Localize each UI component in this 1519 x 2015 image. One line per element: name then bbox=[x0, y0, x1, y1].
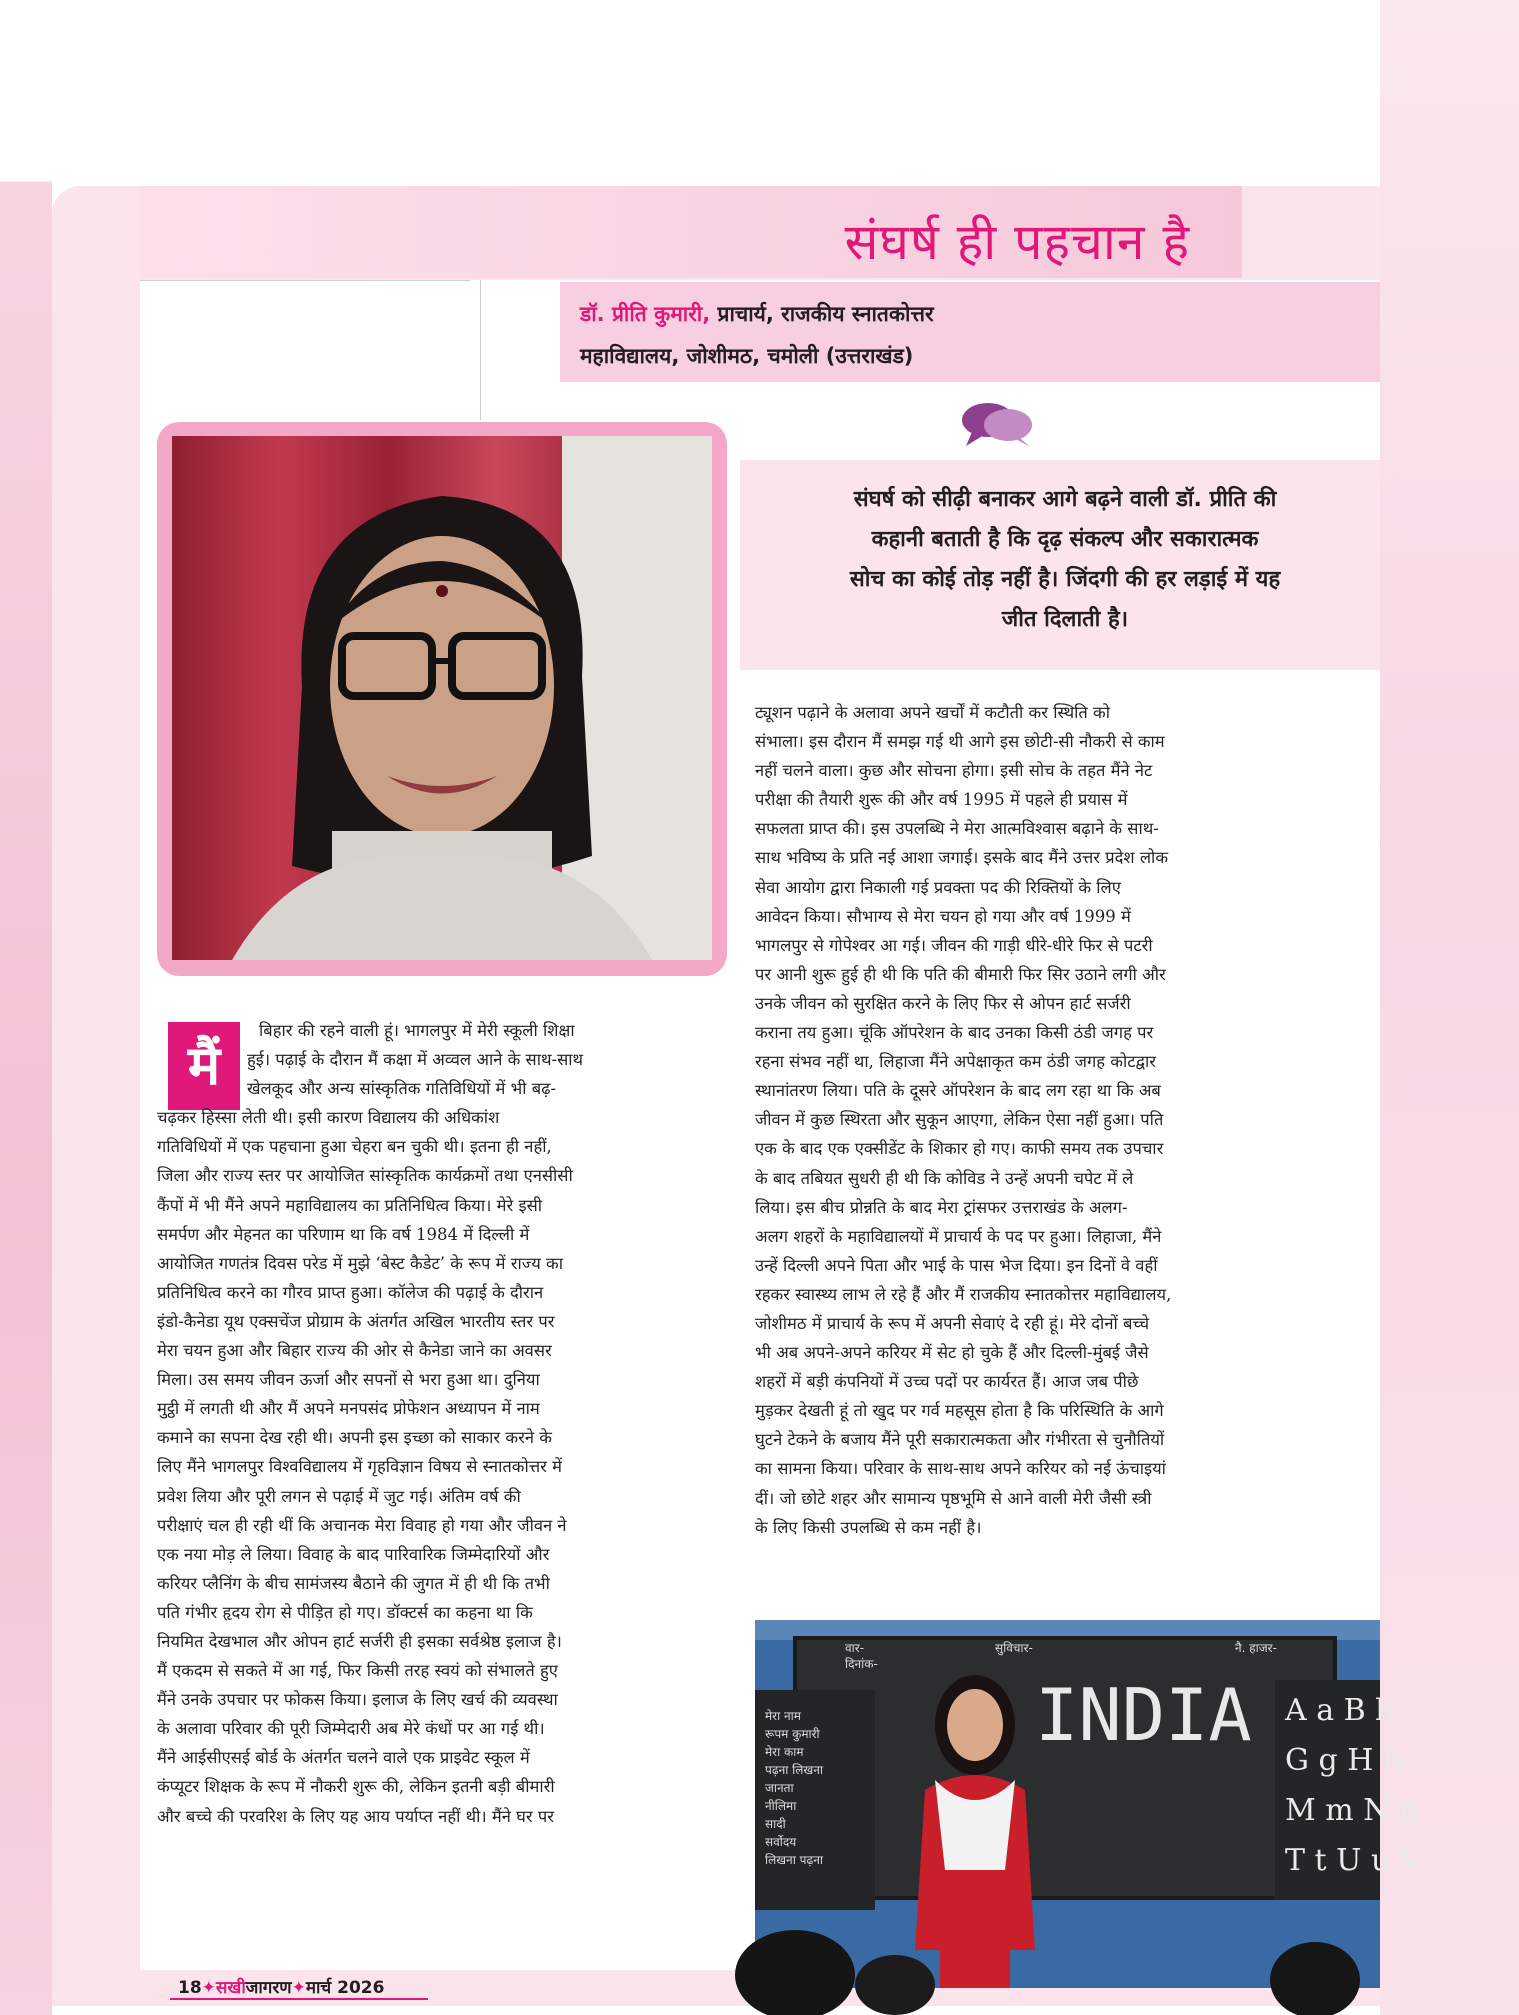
text-line: सेवा आयोग द्वारा निकाली गई प्रवक्ता पद की रिक्तियों के लिए bbox=[755, 877, 1121, 897]
text-line: हुई। पढ़ाई के दौरान मैं कक्षा में अव्वल आने के साथ-साथ bbox=[247, 1050, 584, 1070]
text-line: के अलावा परिवार की पूरी जिम्मेदारी अब मेरे कंधों पर आ गई थी। bbox=[157, 1719, 545, 1739]
board-attendance-label: नै. हाजर- bbox=[1235, 1641, 1277, 1655]
text-line: अलग शहरों के महाविद्यालयों में प्राचार्य के पद पर हुआ। लिहाजा, मैंने bbox=[755, 1226, 1162, 1246]
board-note-line: लिखना पढ़ना bbox=[765, 1853, 823, 1867]
alphabet-row: T t U u V bbox=[1285, 1843, 1422, 1878]
text-line: लिए मैंने भागलपुर विश्वविद्यालय में गृहविज्ञान विषय से स्नातकोत्तर में bbox=[157, 1457, 562, 1477]
board-note-line: पढ़ना लिखना bbox=[765, 1763, 823, 1777]
drop-cap: मैं bbox=[168, 1022, 240, 1110]
pull-quote bbox=[760, 480, 1370, 640]
footer-underline bbox=[170, 1998, 428, 2000]
text-line: उन्हें दिल्ली अपने पिता और भाई के पास भेज दिया। इन दिनों वे वहीं bbox=[755, 1255, 1158, 1275]
text-line: कराना तय हुआ। चूंकि ऑपरेशन के बाद उनका किसी ठंडी जगह पर bbox=[755, 1023, 1154, 1043]
board-note-line: मेरा नाम bbox=[765, 1709, 801, 1723]
text-line: घुटने टेकने के बजाय मैंने पूरी सकारात्मकता और गंभीरता से चुनौतियों bbox=[755, 1430, 1165, 1450]
article-title: संघर्ष ही पहचान है bbox=[844, 213, 1190, 271]
author-title: प्राचार्य, राजकीय स्नातकोत्तर bbox=[717, 302, 934, 326]
text-line: मैंने आईसीएसई बोर्ड के अंतर्गत चलने वाले एक प्राइवेट स्कूल में bbox=[157, 1748, 530, 1768]
alphabet-row: A a B b bbox=[1285, 1693, 1395, 1728]
board-day-label: वार- bbox=[845, 1641, 865, 1655]
text-line: बिहार की रहने वाली हूं। भागलपुर में मेरी स्कूली शिक्षा bbox=[259, 1021, 575, 1040]
board-note-line: नीलिमा bbox=[765, 1799, 797, 1813]
divider-line bbox=[480, 280, 481, 420]
board-note-line: सादी bbox=[765, 1817, 786, 1831]
text-line: मुड़कर देखती हूं तो खुद पर गर्व महसूस होता है कि परिस्थिति के आगे bbox=[755, 1401, 1164, 1421]
text-line: मुट्ठी में लगती थी और मैं अपने मनपसंद प्रोफेशन अध्यापन में नाम bbox=[157, 1399, 540, 1419]
text-line: और बच्चे की परवरिश के लिए यह आय पर्याप्त नहीं थी। मैंने घर पर bbox=[157, 1806, 555, 1826]
alphabet-row: G g H h bbox=[1285, 1743, 1403, 1778]
alphabet-row: M m N n bbox=[1285, 1793, 1419, 1828]
text-line: पति गंभीर हृदय रोग से पीड़ित हो गए। डॉक्टर्स का कहना था कि bbox=[157, 1602, 533, 1622]
speech-bubble-icon bbox=[960, 400, 1036, 448]
classroom-illustration bbox=[755, 1620, 1422, 1988]
text-line: नियमित देखभाल और ओपन हार्ट सर्जरी ही इसका सर्वश्रेष्ठ इलाज है। bbox=[157, 1631, 562, 1651]
text-line: ट्यूशन पढ़ाने के अलावा अपने खर्चों में कटौती कर स्थिति को bbox=[755, 703, 1110, 722]
board-date-label: दिनांक- bbox=[845, 1657, 878, 1671]
board-note-line: रूपम कुमारी bbox=[765, 1727, 820, 1741]
text-line: जिला और राज्य स्तर पर आयोजित सांस्कृतिक कार्यक्रमों तथा एनसीसी bbox=[157, 1166, 573, 1186]
text-line: समर्पण और मेहनत का परिणाम था कि वर्ष 1984 में दिल्ली में bbox=[157, 1224, 530, 1244]
text-line: आवेदन किया। सौभाग्य से मेरा चयन हो गया और वर्ष 1999 में bbox=[755, 906, 1131, 926]
quote-line: जीत दिलाती है। bbox=[1001, 607, 1129, 632]
text-line: एक के बाद एक एक्सीडेंट के शिकार हो गए। काफी समय तक उपचार bbox=[755, 1139, 1164, 1159]
text-line: रहना संभव नहीं था, लिहाजा मैंने अपेक्षाकृत कम ठंडी जगह कोटद्वार bbox=[755, 1052, 1157, 1072]
text-line: प्रतिनिधित्व करने का गौरव प्राप्त हुआ। कॉलेज की पढ़ाई के दौरान bbox=[157, 1282, 544, 1302]
board-note-line: जानता bbox=[765, 1781, 794, 1795]
left-decor-strip bbox=[0, 0, 52, 2015]
quote-line: सोच का कोई तोड़ नहीं है। जिंदगी की हर लड़ाई में यह bbox=[849, 567, 1281, 592]
right-column-text bbox=[755, 698, 1355, 1542]
text-line: जीवन में कुछ स्थिरता और सुकून आएगा, लेकिन ऐसा नहीं हुआ। पति bbox=[755, 1110, 1164, 1130]
board-note-line: मेरा काम bbox=[765, 1745, 804, 1759]
text-line: भागलपुर से गोपेश्वर आ गई। जीवन की गाड़ी धीरे-धीरे फिर से पटरी bbox=[755, 935, 1153, 955]
text-line: का सामना किया। परिवार के साथ-साथ अपने करियर को नई ऊंचाइयां bbox=[755, 1459, 1166, 1479]
text-line: नहीं चलने वाला। कुछ और सोचना होगा। इसी सोच के तहत मैंने नेट bbox=[755, 761, 1153, 781]
magazine-name-a: सखी bbox=[215, 1978, 246, 1998]
left-column-text bbox=[157, 1016, 719, 1831]
text-line: सफलता प्राप्त की। इस उपलब्धि ने मेरा आत्मविश्वास बढ़ाने के साथ- bbox=[755, 819, 1159, 839]
text-line: मैंने उनके उपचार पर फोकस किया। इलाज के लिए खर्च की व्यवस्था bbox=[157, 1690, 558, 1710]
text-line: शहरों में बड़ी कंपनियों में उच्च पदों पर कार्यरत हैं। आज जब पीछे bbox=[755, 1372, 1139, 1392]
text-line: प्रवेश लिया और पूरी लगन से पढ़ाई में जुट गई। अंतिम वर्ष की bbox=[157, 1486, 521, 1506]
text-line: मैं एकदम से सकते में आ गई, फिर किसी तरह स्वयं को संभालते हुए bbox=[157, 1661, 558, 1681]
board-thought-label: सुविचार- bbox=[995, 1641, 1033, 1655]
text-line: पर आनी शुरू हुई ही थी कि पति की बीमारी फिर सिर उठाने लगी और bbox=[755, 964, 1166, 984]
text-line: लिया। इस बीच प्रोन्नति के बाद मेरा ट्रांसफर उत्तराखंड के अलग- bbox=[755, 1197, 1128, 1217]
text-line: उनके जीवन को सुरक्षित करने के लिए फिर से ओपन हार्ट सर्जरी bbox=[755, 993, 1131, 1013]
text-line: दीं। जो छोटे शहर और सामान्य पृष्ठभूमि से आने वाली मेरी जैसी स्त्री bbox=[755, 1488, 1152, 1508]
text-line: के लिए किसी उपलब्धि से कम नहीं है। bbox=[755, 1517, 982, 1537]
board-india-text: INDIA bbox=[1035, 1673, 1252, 1757]
quote-line: कहानी बताती है कि दृढ़ संकल्प और सकारात्मक bbox=[871, 527, 1259, 552]
right-decor-strip bbox=[1380, 0, 1519, 2015]
byline-line-2: महाविद्यालय, जोशीमठ, चमोली (उत्तराखंड) bbox=[580, 344, 914, 368]
text-line: एक नया मोड़ ले लिया। विवाह के बाद पारिवारिक जिम्मेदारियों और bbox=[157, 1544, 550, 1564]
text-line: मेरा चयन हुआ और बिहार राज्य की ओर से कैनेडा जाने का अवसर bbox=[157, 1341, 552, 1361]
divider-line bbox=[140, 280, 470, 281]
text-line: खेलकूद और अन्य सांस्कृतिक गतिविधियों में भी बढ़- bbox=[247, 1079, 557, 1099]
text-line: चढ़कर हिस्सा लेती थी। इसी कारण विद्यालय की अधिकांश bbox=[157, 1108, 500, 1128]
text-line: आयोजित गणतंत्र दिवस परेड में मुझे ‘बेस्ट कैडेट’ के रूप में राज्य का bbox=[157, 1253, 563, 1273]
text-line: भी अब अपने-अपने करियर में सेट हो चुके हैं और दिल्ली-मुंबई जैसे bbox=[755, 1343, 1149, 1363]
quote-line: संघर्ष को सीढ़ी बनाकर आगे बढ़ने वाली डॉ. प्रीति की bbox=[853, 487, 1277, 512]
text-line: कंप्यूटर शिक्षक के रूप में नौकरी शुरू की, लेकिन इतनी बड़ी बीमारी bbox=[157, 1777, 555, 1797]
text-line: स्थानांतरण लिया। पति के दूसरे ऑपरेशन के बाद लग रहा था कि अब bbox=[755, 1081, 1161, 1101]
portrait-illustration bbox=[172, 436, 712, 960]
page-number: 18 bbox=[178, 1978, 202, 1998]
magazine-name-b: जागरण bbox=[245, 1978, 292, 1998]
author-name: डॉ. प्रीति कुमारी, bbox=[580, 302, 711, 326]
byline-line-1 bbox=[580, 300, 934, 328]
text-line: साथ भविष्य के प्रति नई आशा जगाई। इसके बाद मैंने उत्तर प्रदेश लोक bbox=[755, 848, 1169, 868]
classroom-photo bbox=[755, 1620, 1422, 1988]
text-line: कमाने का सपना देख रही थी। अपनी इस इच्छा को साकार करने के bbox=[157, 1428, 552, 1448]
text-line: इंडो-कैनेडा यूथ एक्सचेंज प्रोग्राम के अंतर्गत अखिल भारतीय स्तर पर bbox=[157, 1311, 555, 1331]
text-line: संभाला। इस दौरान मैं समझ गई थी आगे इस छोटी-सी नौकरी से काम bbox=[755, 732, 1165, 752]
text-line: मिला। उस समय जीवन ऊर्जा और सपनों से भरा हुआ था। दुनिया bbox=[157, 1370, 540, 1390]
text-line: कैंपों में भी मैंने अपने महाविद्यालय का प्रतिनिधित्व किया। मेरे इसी bbox=[157, 1195, 543, 1215]
star-separator-icon: ✦ bbox=[201, 1978, 216, 1998]
text-line: रहकर स्वास्थ्य लाभ ले रहे हैं और मैं राजकीय स्नातकोत्तर महाविद्यालय, bbox=[755, 1284, 1172, 1304]
issue-date: मार्च 2026 bbox=[305, 1978, 385, 1998]
portrait-photo bbox=[172, 436, 712, 960]
board-note-line: सर्वोदय bbox=[765, 1835, 797, 1849]
text-line: जोशीमठ में प्राचार्य के रूप में अपनी सेवाएं दे रही हूं। मेरे दोनों बच्चे bbox=[755, 1313, 1150, 1333]
text-line: परीक्षाएं चल ही रही थीं कि अचानक मेरा विवाह हो गया और जीवन ने bbox=[157, 1515, 567, 1535]
page-footer bbox=[178, 1975, 384, 1998]
text-line: के बाद तबियत सुधरी ही थी कि कोविड ने उन्हें अपनी चपेट में ले bbox=[755, 1168, 1134, 1188]
text-line: परीक्षा की तैयारी शुरू की और वर्ष 1995 में पहले ही प्रयास में bbox=[755, 790, 1128, 810]
text-line: करियर प्लैनिंग के बीच सामंजस्य बैठाने की जुगत में ही थी कि तभी bbox=[157, 1573, 550, 1593]
star-separator-icon: ✦ bbox=[291, 1978, 306, 1998]
text-line: गतिविधियों में एक पहचाना हुआ चेहरा बन चुकी थी। इतना ही नहीं, bbox=[157, 1137, 552, 1157]
